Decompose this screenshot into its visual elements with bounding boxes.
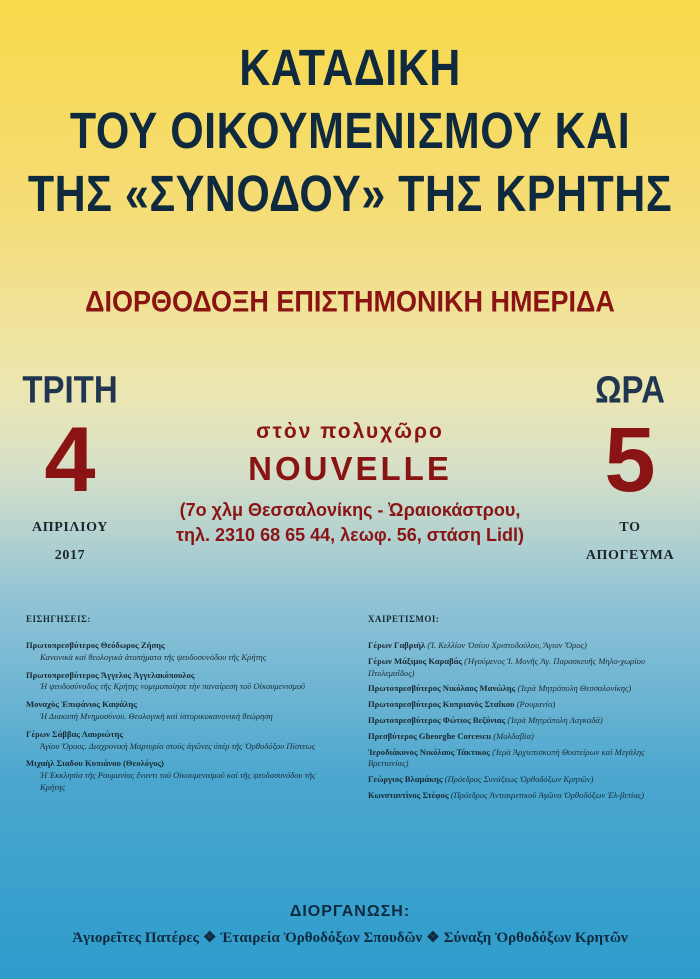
organizer-3: Σύναξη Ὀρθοδόξων Κρητῶν [443,930,628,946]
organizers-heading: ΔΙΟΡΓΑΝΩΣΗ: [289,903,411,920]
venue-prefix: στὸν πολυχῶρο [256,420,444,443]
date-month: ΑΠΡΙΛΙΟΥ [32,520,108,535]
greeting-item [368,747,674,771]
greeting-name: Πρεσβύτερος Gheorghe Corcescu [368,730,492,741]
greeting-item [368,790,674,802]
greeting-item [368,774,674,786]
greetings-heading: ΧΑΙΡΕΤΙΣΜΟΙ: [368,614,440,624]
venue-name: NOUVELLE [248,450,452,487]
title-line-2: ΤΟΥ ΟΙΚΟΥΜΕΝΙΣΜΟΥ ΚΑΙ [69,103,631,160]
greeting-name: Πρωτοπρεσβύτερος Νικόλαος Μανώλης [368,683,516,694]
talks-list [26,640,336,794]
time-unit: ΤΟ [619,520,641,535]
greeting-detail: (Ἱερὰ Μητρόπολη Θεσσαλονίκης) [517,683,632,694]
talk-item [26,670,336,694]
date-year: 2017 [54,548,86,563]
diamond-separator-icon: ❖ [202,930,217,946]
greeting-name: Γέρων Γαβριὴλ [368,640,426,650]
talk-topic: Ἡ ψευδοσύνοδος τῆς Κρήτης νομιμοποίησε τὴν παναίρεση τοῦ Οἰκουμενισμοῦ [40,681,306,692]
date-day: 4 [44,409,96,511]
venue-address-line-1: (7ο χλμ Θεσσαλονίκης - Ὠραιοκάστρου, [179,500,521,520]
greeting-name: Κωνσταντίνος Στέφος [368,789,449,800]
greeting-detail: (Πρόεδρος Συνάξεως Ὀρθοδόξων Κρητῶν) [444,774,594,785]
greeting-item [368,656,674,680]
talks-heading: ΕΙΣΗΓΗΣΕΙΣ: [26,614,91,624]
talk-speaker: Πρωτοπρεσβύτερος Θεόδωρος Ζήσης [26,640,165,650]
greeting-name: Ἱεροδιάκονος Νικόλαος Τάκτικος [368,746,490,757]
greeting-item [368,640,674,652]
greetings-list [368,640,674,802]
talk-speaker: Γέρων Σάββας Λαυριώτης [26,728,124,739]
talk-topic: Ἡ Διακοπὴ Μνημοσύνου. Θεολογικὴ καὶ ἱστορικοκανονικὴ θεώρηση [40,710,273,721]
talk-speaker: Πρωτοπρεσβύτερος Ἄγγελος Ἀγγελακόπουλος [26,669,195,680]
talk-item [26,758,336,793]
diamond-separator-icon: ❖ [426,930,440,946]
greeting-detail: (Ἱ. Κελλίον Ὁσίου Χριστοδούλου, Ἅγιον Ὄρος) [427,640,587,650]
organizer-2: Ἑταιρεία Ὀρθοδόξων Σπουδῶν [220,930,423,946]
greeting-item [368,715,674,727]
event-subtitle: ΔΙΟΡΘΟΔΟΞΗ ΕΠΙΣΤΗΜΟΝΙΚΗ ΗΜΕΡΙΔΑ [85,285,615,318]
greeting-name: Γέρων Μάξιμος Καραβάς [368,655,463,666]
talk-item [26,699,336,723]
talk-speaker: Μοναχὸς Ἐπιφάνιος Καψάλης [26,699,137,710]
greeting-detail: (Μολδαβία) [493,730,534,741]
talk-topic: Ἁγίου Ὄρους. Διαχρονικὴ Μαρτυρία στοὺς ἀγῶνες ὑπὲρ τῆς Ὀρθοδόξου Πίστεως [40,740,316,751]
greeting-item [368,683,674,695]
greeting-detail: (Ἱερὰ Μητρόπολη Λαγκαδᾶ) [507,714,603,725]
title-line-3: ΤΗΣ «ΣΥΝΟΔΟΥ» ΤΗΣ ΚΡΗΤΗΣ [27,166,673,223]
greeting-detail: (Ρουμανία) [516,699,556,710]
talk-topic: Ἡ Ἐκκλησία τῆς Ρουμανίας ἔναντι τοῦ Οἰκουμενισμοῦ καὶ τῆς ψευδοσυνόδου τῆς Κρήτης [40,770,316,792]
talk-topic: Κανονικὰ καὶ θεολογικὰ ἀτοπήματα τῆς ψευδοσυνόδου τῆς Κρήτης [40,651,267,662]
greeting-detail: (Ἱερὰ Ἀρχιεπισκοπὴ Θυατείρων καὶ Μεγάλης Βρεττανίας) [368,746,645,769]
talks-section [26,614,336,800]
talk-item [26,640,336,664]
time-period: ΑΠΟΓΕΥΜΑ [585,548,675,563]
venue-block [140,420,560,548]
greeting-name: Πρωτοπρεσβύτερος Φώτιος Βεζύνιας [368,714,506,725]
time-block [560,368,700,564]
greetings-section [368,614,674,806]
greeting-item [368,731,674,743]
title-line-1: ΚΑΤΑΔΙΚΗ [239,40,461,97]
greeting-item [368,699,674,711]
time-label: ΩΡΑ [595,368,665,411]
organizers-list [0,928,700,947]
greeting-detail: (Ἡγούμενος Ἱ. Μονῆς Ἁγ. Παρασκευῆς Μηλο-χωρίου Πτολεμαΐδος) [368,655,645,678]
time-hour: 5 [604,409,656,511]
greeting-detail: (Πρόεδρος Ἀντιαιρετικοῦ Ἀγῶνα Ὀρθοδόξων Ἑλ-βετίας) [450,789,645,800]
weekday: ΤΡΙΤΗ [22,368,118,411]
date-block [0,368,140,564]
greeting-name: Πρωτοπρεσβύτερος Κυπριανὸς Σταΐκου [368,699,515,710]
organizer-1: Ἁγιορεῖτες Πατέρες [72,930,199,946]
talk-speaker: Μιχαὴλ Σιαδου Κυπιάνου (Θεολόγος) [26,758,164,769]
greeting-name: Γεώργιος Βλαμάκης [368,774,443,785]
talk-item [26,729,336,753]
venue-address-line-2: τηλ. 2310 68 65 44, λεωφ. 56, στάση Lidl) [175,525,525,545]
